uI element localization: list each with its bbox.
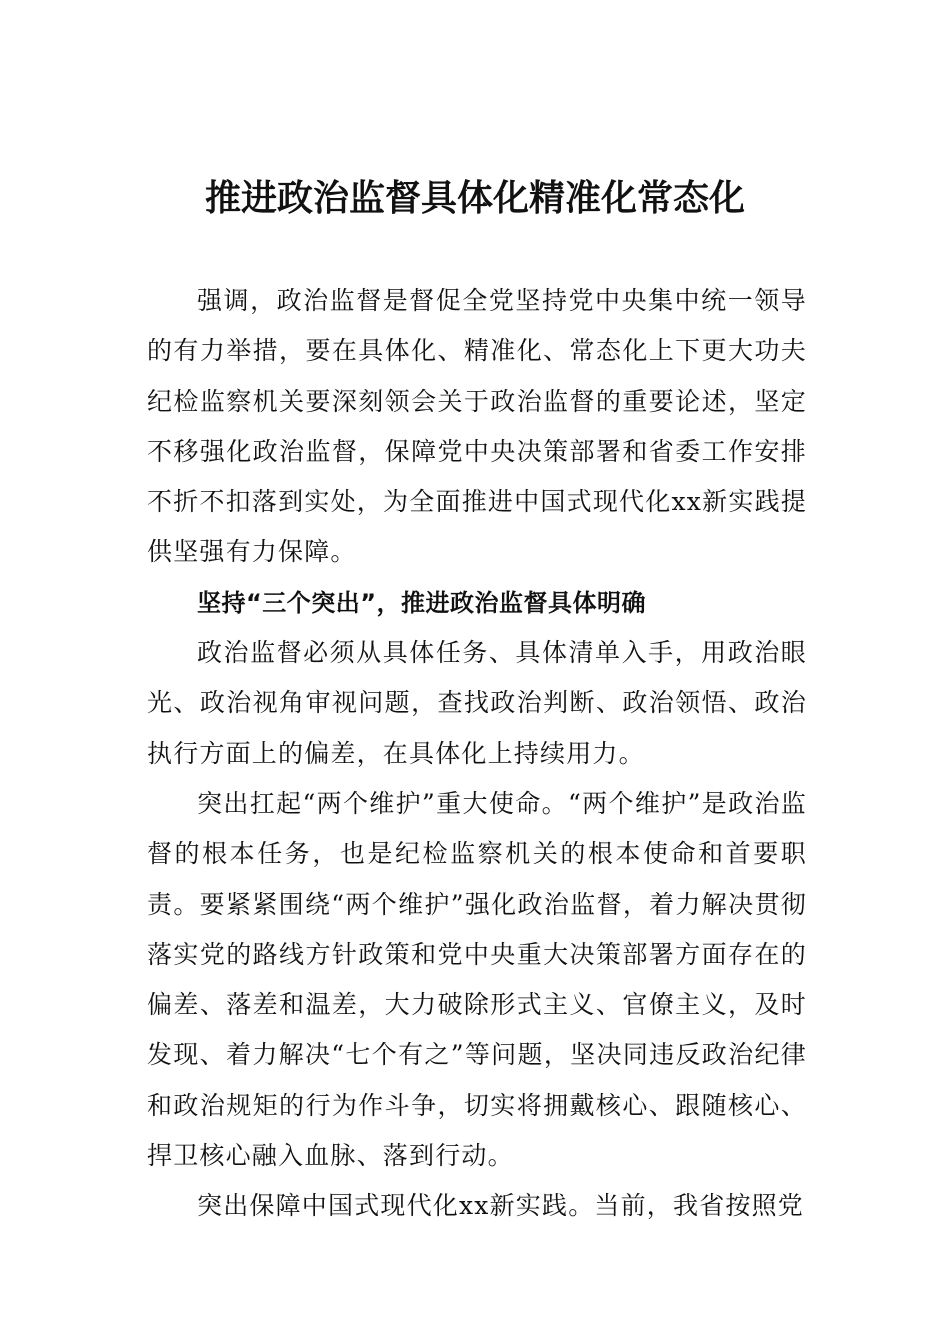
paragraph-two-safeguards: 突出扛起“两个维护”重大使命。“两个维护”是政治监督的根本任务，也是纪检监察机关的根本使命和首要职责。要紧紧围绕“两个维护”强化政治监督，着力解决贯彻落实党的路线方针政策和党中央重大决策部署方面存在的偏差、落差和温差，大力破除形式主义、官僚主义，及时发现、着力解决“七个有之”等问题，坚决同违反政治纪律和政治规矩的行为作斗争，切实将拥戴核心、跟随核心、捍卫核心融入血脉、落到行动。: [147, 788, 807, 1171]
paragraph-intro: 强调，政治监督是督促全党坚持党中央集中统一领导的有力举措，要在具体化、精准化、常态化上下更大功夫纪检监察机关要深刻领会关于政治监督的重要论述，坚定不移强化政治监督，保障党中央决策部署和省委工作安排不折不扣落到实处，为全面推进中国式现代化xx新实践提供坚强有力保障。: [147, 286, 807, 567]
document-body: [147, 276, 807, 1232]
section-heading: 坚持“三个突出”，推进政治监督具体明确: [197, 588, 647, 617]
paragraph-modernization: 突出保障中国式现代化xx新实践。当前，我省按照党: [197, 1191, 805, 1221]
document-title: 推进政治监督具体化精准化常态化: [204, 177, 745, 219]
paragraph-specific-tasks: 政治监督必须从具体任务、具体清单入手，用政治眼光、政治视角审视问题，查找政治判断、政治领悟、政治执行方面上的偏差，在具体化上持续用力。: [147, 638, 807, 768]
